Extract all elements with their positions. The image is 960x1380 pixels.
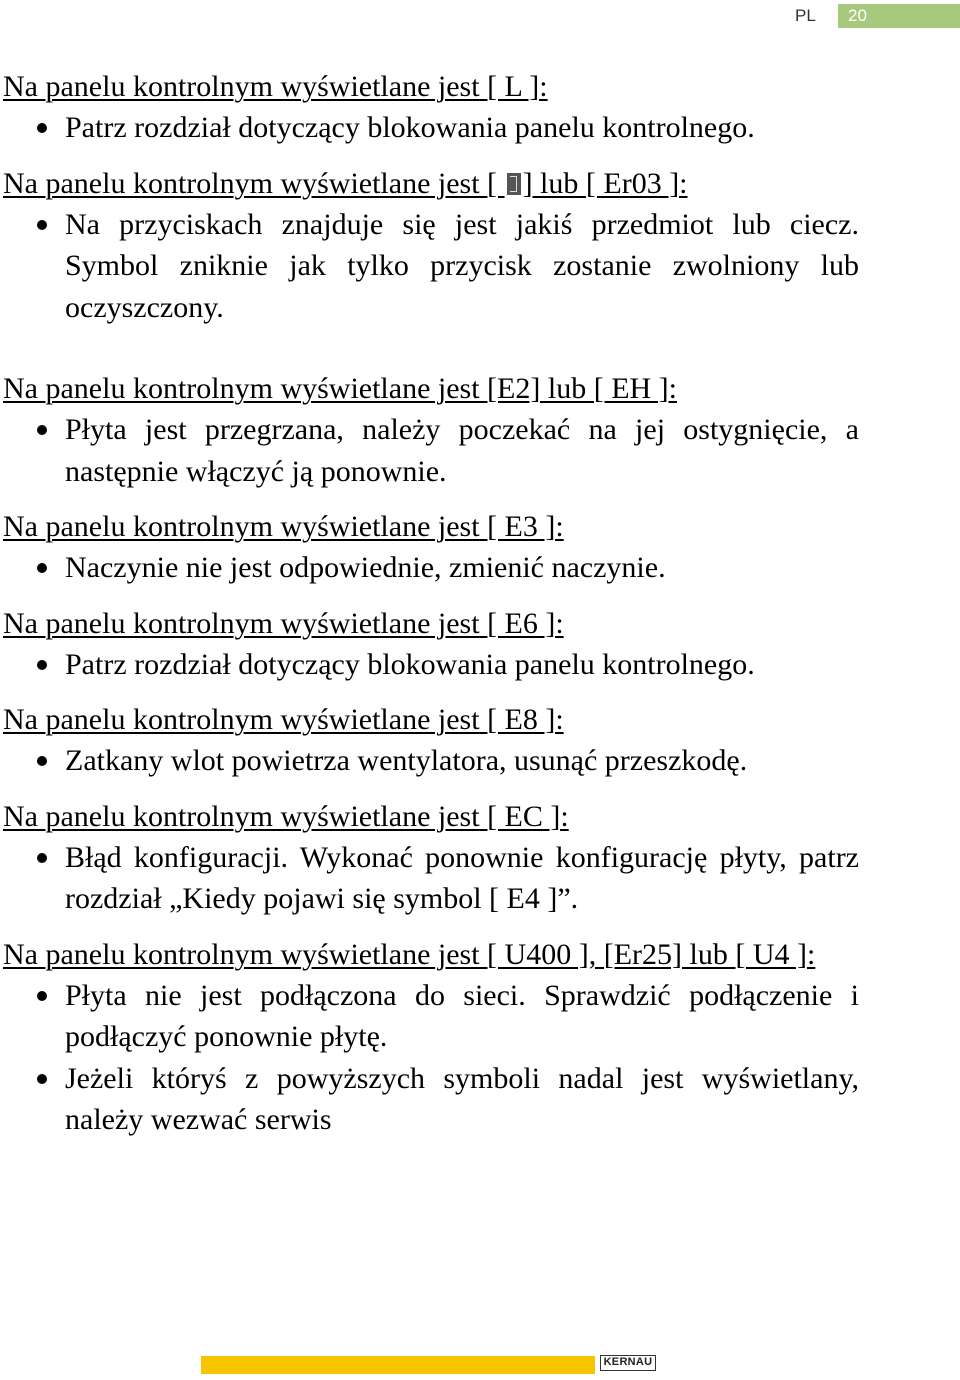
brand-logo: KERNAU (600, 1355, 656, 1371)
section-heading: Na panelu kontrolnym wyświetlane jest [ ] lub [ Er03 ]: (3, 166, 688, 200)
document-body (3, 66, 859, 1141)
list-item: Płyta nie jest podłączona do sieci. Sprawdzić podłączenie i podłączyć ponownie płytę. (3, 975, 859, 1058)
section-e3 (3, 506, 859, 589)
section-e2 (3, 368, 859, 492)
section-heading: Na panelu kontrolnym wyświetlane jest [ L ]: (3, 70, 548, 103)
list-item: Patrz rozdział dotyczący blokowania panelu kontrolnego. (3, 107, 859, 149)
section-heading: Na panelu kontrolnym wyświetlane jest [ E3 ]: (3, 510, 564, 543)
list-item: Naczynie nie jest odpowiednie, zmienić naczynie. (3, 547, 859, 589)
section-heading: Na panelu kontrolnym wyświetlane jest [ U400 ], [Er25] lub [ U4 ]: (3, 937, 816, 971)
section-er03 (3, 163, 859, 329)
list-item: Jeżeli któryś z powyższych symboli nadal jest wyświetlany, należy wezwać serwis (3, 1058, 859, 1141)
section-u400 (3, 934, 859, 1141)
list-item: Błąd konfiguracji. Wykonać ponownie konfigurację płyty, patrz rozdział „Kiedy pojawi się symbol [ E4 ]”. (3, 837, 859, 920)
list-item: Płyta jest przegrzana, należy poczekać na jej ostygnięcie, a następnie włączyć ją ponownie. (3, 409, 859, 492)
section-heading: Na panelu kontrolnym wyświetlane jest [ EC ]: (3, 799, 569, 833)
language-label: PL (795, 6, 816, 25)
display-segment-icon (507, 173, 521, 195)
section-heading: Na panelu kontrolnym wyświetlane jest [ E8 ]: (3, 703, 564, 736)
list-item: Na przyciskach znajduje się jest jakiś przedmiot lub ciecz. Symbol zniknie jak tylko przycisk zostanie zwolniony lub oczyszczony. (3, 204, 859, 329)
list-item: Patrz rozdział dotyczący blokowania panelu kontrolnego. (3, 644, 859, 686)
list-item: Zatkany wlot powietrza wentylatora, usunąć przeszkodę. (3, 740, 859, 782)
section-e8 (3, 699, 859, 782)
footer-bar (201, 1356, 595, 1374)
page-number: 20 (838, 4, 960, 28)
section-heading: Na panelu kontrolnym wyświetlane jest [E2] lub [ EH ]: (3, 372, 678, 405)
section-ec (3, 796, 859, 920)
section-l (3, 66, 859, 149)
section-heading: Na panelu kontrolnym wyświetlane jest [ E6 ]: (3, 606, 564, 640)
section-e6 (3, 603, 859, 686)
